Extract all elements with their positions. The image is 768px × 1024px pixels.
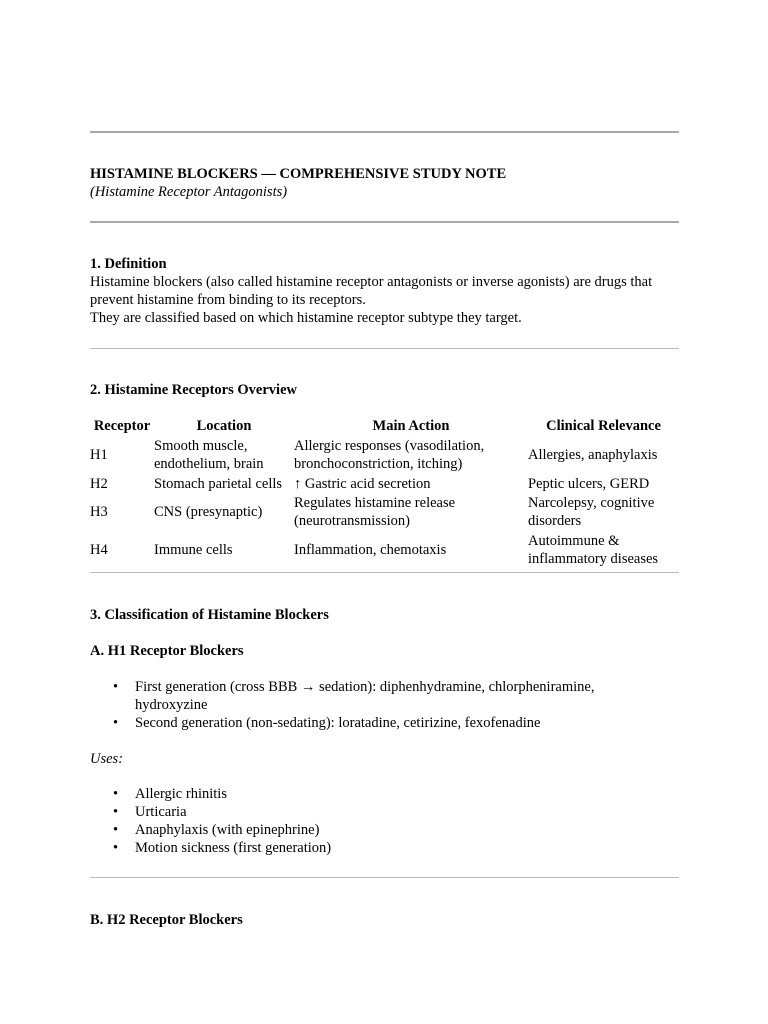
cell-clinical-relevance: Narcolepsy, cognitive disorders [528,495,655,529]
cell-main-action: ↑ Gastric acid secretion [294,475,431,492]
h1-uses-list-wrap [90,785,680,857]
cell-receptor: H3 [90,504,108,520]
receptors-heading: 2. Histamine Receptors Overview [90,382,297,398]
cell-main-action: Regulates histamine release (neurotransmission) [294,495,456,529]
cell-location: Stomach parietal cells [154,475,283,492]
section-divider-3 [90,877,679,878]
list-item [90,714,630,732]
header-divider [90,221,679,223]
document-title: HISTAMINE BLOCKERS — COMPREHENSIVE STUDY NOTE [90,166,507,182]
receptors-table [90,416,679,569]
uses-label: Uses: [90,751,124,767]
table-header-row [90,416,679,436]
table-row [90,474,679,493]
h2-blockers-section [90,911,680,929]
cell-clinical-relevance: Autoimmune & inflammatory diseases [528,533,659,567]
h1-types-list-wrap [90,678,630,732]
h1-blockers-heading: A. H1 Receptor Blockers [90,643,244,659]
document-subtitle: (Histamine Receptor Antagonists) [90,184,288,200]
table-row [90,493,679,531]
list-item [90,678,630,714]
definition-section [90,255,680,327]
h1-uses-list [90,785,680,857]
h1-blockers-section [90,642,680,660]
definition-text-line-1: Histamine blockers (also called histamine receptor antagonists or inverse agonists) are drugs that [90,274,653,290]
list-item-text: Allergic rhinitis [135,786,227,802]
column-header-main-action: Main Action [372,418,450,434]
list-item-text: Urticaria [135,804,187,820]
cell-clinical-relevance: Peptic ulcers, GERD [528,475,650,492]
list-item-text: Anaphylaxis (with epinephrine) [135,822,320,838]
bullet-icon: • [113,822,119,838]
definition-heading: 1. Definition [90,256,167,272]
receptors-section [90,381,680,399]
definition-text-line-3: They are classified based on which histamine receptor subtype they target. [90,310,522,326]
column-header-receptor: Receptor [93,418,151,434]
classification-section [90,606,680,624]
list-item-text: Second generation (non-sedating): loratadine, cetirizine, fexofenadine [135,715,541,731]
cell-location: CNS (presynaptic) [154,504,263,520]
cell-receptor: H4 [90,542,108,558]
bullet-icon: • [113,679,119,695]
h2-blockers-heading: B. H2 Receptor Blockers [90,912,243,928]
classification-heading: 3. Classification of Histamine Blockers [90,607,329,623]
column-header-clinical-relevance: Clinical Relevance [546,418,661,434]
bullet-icon: • [113,715,119,731]
h1-types-list [90,678,630,732]
bullet-icon: • [113,840,119,856]
cell-main-action: Inflammation, chemotaxis [294,542,447,558]
document-header [90,165,680,201]
receptors-table-wrap [90,416,680,569]
list-item [90,839,680,857]
definition-text-line-2: prevent histamine from binding to its receptors. [90,292,366,308]
cell-location: Immune cells [154,542,233,558]
top-divider [90,131,679,133]
column-header-location: Location [196,418,252,434]
cell-receptor: H2 [90,475,108,492]
uses-label-wrap [90,750,680,768]
bullet-icon: • [113,786,119,802]
cell-clinical-relevance: Allergies, anaphylaxis [528,447,658,463]
list-item-text: First generation (cross BBB → sedation): diphenhydramine, chlorpheniramine, hydroxyzine [135,679,595,713]
bullet-icon: • [113,804,119,820]
table-row [90,531,679,569]
section-divider-2 [90,572,679,573]
list-item-text: Motion sickness (first generation) [135,840,332,856]
section-divider-1 [90,348,679,349]
table-row [90,436,679,474]
list-item [90,821,680,839]
cell-location: Smooth muscle, endothelium, brain [154,438,264,472]
cell-main-action: Allergic responses (vasodilation, bronchoconstriction, itching) [294,438,485,472]
list-item [90,803,680,821]
list-item [90,785,680,803]
cell-receptor: H1 [90,447,108,463]
